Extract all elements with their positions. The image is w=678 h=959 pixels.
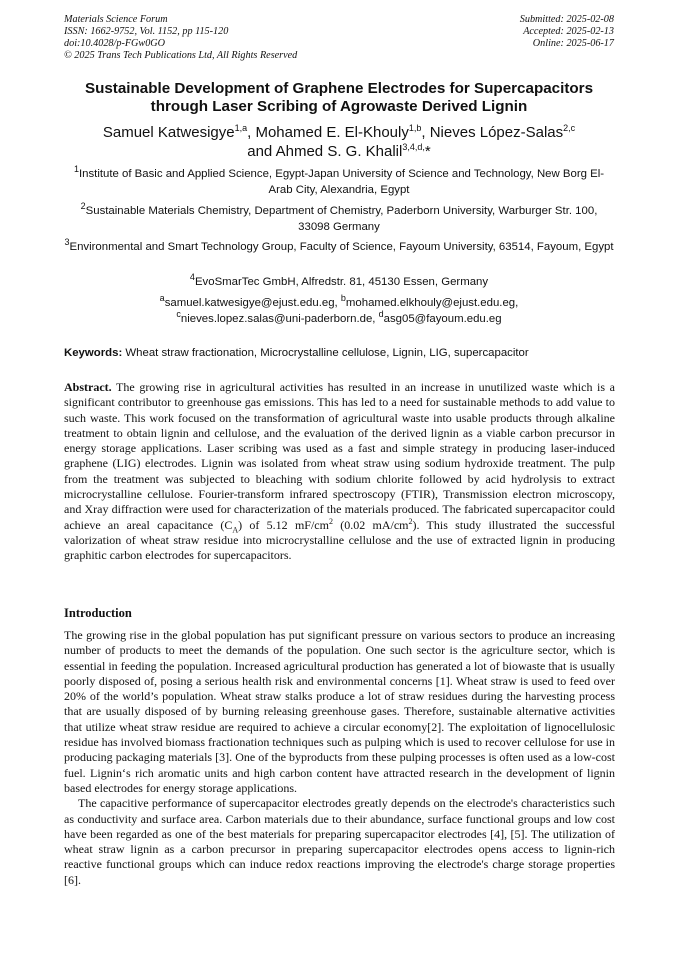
- title-line-2: through Laser Scribing of Agrowaste Derived Lignin: [150, 98, 528, 115]
- introduction-paragraph-1: The growing rise in the global population has put significant pressure on various sectors to produce an increasing number of products to meet the demands of the population. One such sector is the agriculture sector, which is essential in feeding the population. Increased agricultural production has generated a lot of biowaste that is usually poorly disposed of, posing a serious health risk and environmental concerns [1]. Wheat straw is used to feed over 20% of the world’s population. Wheat straw stalks produce a lot of straw residues during the harvesting process that are usually disposed of by burning releasing greenhouse gases. Therefore, sustainable alternative activities that utilize wheat straw residue are required to achieve a circular economy[2]. The exploitation of lignocellulosic residue has involved biomass fractionation techniques such as pulping which is used to recover cellulose for use in producing packaging materials [3]. One of the byproducts from these pulping processes is often used as a low-cost fuel. Lignin‘s rich aromatic units and high carbon content have attracted research in the development of lignin based electrodes for energy storage applications.: [64, 628, 615, 795]
- author-separator: ,: [247, 124, 256, 141]
- email-link[interactable]: nieves.lopez.salas@uni-paderborn.de,: [180, 313, 379, 325]
- corresponding-author-marker: *: [424, 143, 431, 160]
- keywords-label: Keywords:: [64, 347, 123, 359]
- affiliation-4: [64, 274, 614, 290]
- accepted-date: Accepted: 2025-02-13: [523, 26, 614, 37]
- abstract-text: ). This study illustrated the successful valorization of wheat straw residue into microcrystalline cellulose and the use of extracted lignin in producing graphitic carbon electrodes for supercapacitors.: [64, 517, 615, 563]
- journal-name: Materials Science Forum: [64, 14, 168, 25]
- online-date: Online: 2025-06-17: [532, 38, 614, 49]
- journal-header-left: [64, 14, 297, 62]
- title-line-1: Sustainable Development of Graphene Electrodes for Supercapacitors: [84, 80, 594, 97]
- journal-header-right: [520, 14, 614, 50]
- introduction-body: [64, 628, 615, 888]
- affiliation-marker: 1: [73, 164, 79, 175]
- introduction-paragraph-2: The capacitive performance of supercapacitor electrodes greatly depends on the electrode's characteristics such as conductivity and surface area. Carbon materials due to their abundance, surface functional groups and low cost have been regarded as one of the best materials for preparing supercapacitor electrodes [4], [5]. The utilization of wheat straw lignin as a carbon precursor in preparing supercapacitor electrodes opens access to lignin-rich reactive functional groups which can induce redox reactions improving the electrode's charge storage properties [6].: [64, 796, 615, 887]
- email-link[interactable]: mohamed.elkhouly@ejust.edu.eg,: [345, 297, 519, 309]
- author-affiliation-marker: 1,a: [234, 123, 248, 133]
- introduction-heading: Introduction: [64, 606, 132, 620]
- abstract-label: Abstract.: [64, 380, 112, 394]
- affiliation-text: Institute of Basic and Applied Science, Egypt-Japan University of Science and Technology, New Borg El-Arab City, Alexandria, Egypt: [78, 168, 605, 196]
- affiliation-3: [64, 239, 614, 255]
- email-link[interactable]: samuel.katwesigye@ejust.edu.eg,: [164, 297, 341, 309]
- abstract-subscript: A: [232, 525, 239, 535]
- abstract-text: The growing rise in agricultural activities has resulted in an increase in unutilized waste which is a significant contributor to greenhouse gas emissions. This has led to a need for sustainable methods to add value to such waste. This work focused on the transformation of agricultural waste into usable products through alkaline treatment to obtain lignin and cellulose, and the evaluation of the derived lignin as a viable carbon precursor in energy storage applications. Laser scribing was used as a fast and simple strategy in producing laser-induced graphene (LIG) electrodes. Lignin was isolated from wheat straw using sodium hydroxide treatment. The pulp from the treatment was subjected to bleaching with sodium chlorite followed by acid hydrolysis to extract microcrystalline cellulose. Fourier-transform infrared spectroscopy (FTIR), Transmission electron microscopy, and Xray diffraction were used for characterization of the materials produced. The fabricated supercapacitor could achieve an areal capacitance (C: [64, 380, 615, 532]
- abstract-paragraph: [64, 380, 615, 564]
- copyright-line: © 2025 Trans Tech Publications Ltd, All Rights Reserved: [64, 50, 298, 61]
- author-affiliation-marker: 3,4,d,: [402, 142, 425, 152]
- author-separator: ,: [421, 124, 430, 141]
- affiliation-text: Sustainable Materials Chemistry, Department of Chemistry, Paderborn University, Warburger Str. 100, 33098 Germany: [85, 205, 598, 233]
- affiliation-1: [64, 166, 614, 198]
- author-list: [40, 123, 638, 161]
- affiliation-marker: 2: [80, 201, 86, 212]
- submitted-date: Submitted: 2025-02-08: [519, 14, 614, 25]
- author-affiliation-marker: 2,c: [563, 123, 576, 133]
- email-list: [64, 295, 614, 327]
- author-name: Mohamed E. El-Khouly: [255, 124, 409, 141]
- author-affiliation-marker: 1,b: [408, 123, 422, 133]
- abstract-text: ) of 5.12 mF/cm: [238, 517, 329, 532]
- affiliation-marker: 4: [189, 272, 195, 283]
- issn-line: ISSN: 1662-9752, Vol. 1152, pp 115-120: [64, 26, 229, 37]
- email-marker: c: [176, 309, 181, 320]
- email-marker: b: [340, 293, 346, 304]
- email-marker: a: [159, 293, 165, 304]
- affiliation-2: [64, 203, 614, 235]
- author-conjunction: and: [247, 143, 276, 160]
- paper-title: [40, 80, 638, 116]
- abstract-text: (0.02 mA/cm: [332, 517, 409, 532]
- keywords-text: Wheat straw fractionation, Microcrystalline cellulose, Lignin, LIG, supercapacitor: [122, 347, 529, 359]
- author-name: Ahmed S. G. Khalil: [275, 143, 403, 160]
- affiliation-text: Environmental and Smart Technology Group, Faculty of Science, Fayoum University, 63514, Fayoum, Egypt: [69, 241, 614, 253]
- affiliation-text: EvoSmarTec GmbH, Alfredstr. 81, 45130 Essen, Germany: [194, 276, 489, 288]
- keywords-line: [64, 345, 624, 361]
- affiliation-marker: 3: [64, 237, 70, 248]
- author-name: Nieves López-Salas: [429, 124, 564, 141]
- abstract-superscript: 2: [408, 516, 413, 526]
- abstract-superscript: 2: [328, 516, 333, 526]
- email-marker: d: [378, 309, 384, 320]
- email-link[interactable]: asg05@fayoum.edu.eg: [383, 313, 502, 325]
- author-name: Samuel Katwesigye: [102, 124, 235, 141]
- doi-line[interactable]: doi:10.4028/p-FGw0GO: [64, 38, 166, 49]
